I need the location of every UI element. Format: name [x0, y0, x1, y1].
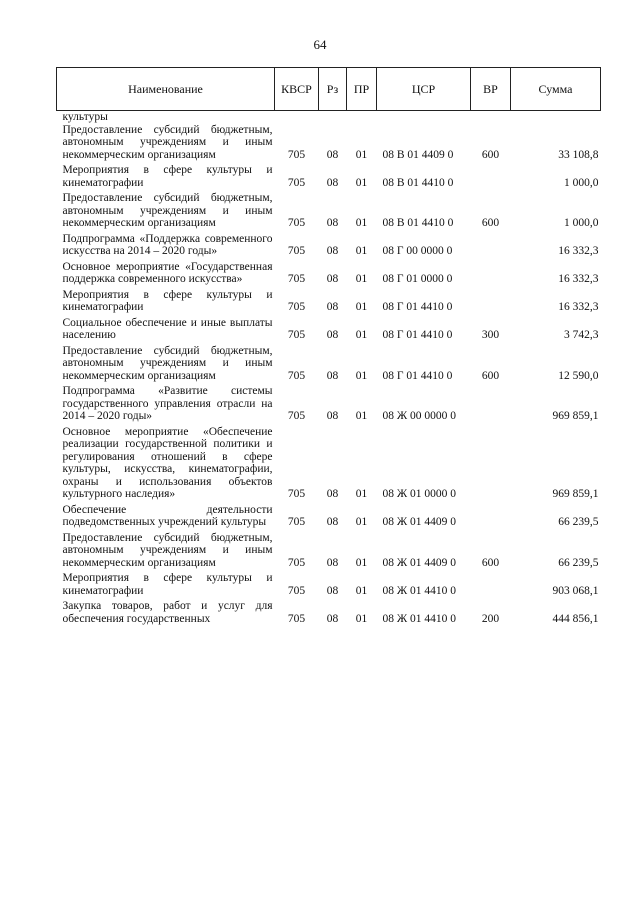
cell-name: Предоставление субсидий бюджетным, автономным учреждениям и иным некоммерческим организациям [62, 123, 273, 161]
cell-csr [377, 111, 471, 124]
cell-kvsr: 705 [287, 176, 306, 189]
cell-name: Мероприятия в сфере культуры и кинематографии [62, 288, 273, 313]
cell-rz: 08 [326, 217, 339, 229]
cell-name: Основное мероприятие «Обеспечение реализации государственной политики и регулирования отношений в сфере культуры, искусства, кинематографии, охраны и использования объектов культурного наследия» [62, 425, 273, 500]
cell-pr: 01 [355, 488, 368, 500]
cell-pr: 01 [355, 584, 368, 597]
cell-rz [319, 111, 347, 124]
cell-vr: 600 [481, 369, 500, 382]
cell-pr: 01 [355, 301, 368, 313]
cell-kvsr: 705 [287, 584, 306, 597]
header-name: Наименование [57, 68, 275, 111]
table-row [57, 385, 601, 426]
table-body [57, 111, 601, 629]
cell-rz: 08 [326, 488, 339, 500]
cell-vr [471, 233, 511, 261]
cell-name: Мероприятия в сфере культуры и кинематографии [62, 164, 273, 189]
cell-csr: 08 Г 01 4410 0 [382, 329, 453, 341]
cell-pr: 01 [355, 516, 368, 528]
cell-name: Мероприятия в сфере культуры и кинематографии [62, 572, 273, 597]
cell-csr: 08 В 01 4410 0 [382, 217, 454, 229]
cell-kvsr: 705 [287, 612, 306, 625]
cell-pr: 01 [355, 612, 368, 625]
cell-sum: 66 239,5 [558, 516, 599, 528]
cell-rz: 08 [326, 273, 339, 285]
cell-kvsr: 705 [287, 329, 306, 341]
cell-name: Основное мероприятие «Государственная поддержка современного искусства» [62, 260, 273, 285]
cell-vr [471, 385, 511, 426]
cell-kvsr [275, 111, 319, 124]
cell-csr: 08 Г 01 0000 0 [382, 273, 453, 285]
table-row [57, 532, 601, 573]
cell-name: Предоставление субсидий бюджетным, автономным учреждениям и иным некоммерческим организациям [62, 192, 273, 229]
cell-sum [511, 111, 601, 124]
cell-name: Подпрограмма «Поддержка современного искусства на 2014 – 2020 годы» [62, 232, 273, 257]
cell-csr: 08 Ж 01 4410 0 [382, 612, 457, 625]
header-pr: ПР [347, 68, 377, 111]
cell-sum: 969 859,1 [552, 488, 599, 500]
cell-vr: 200 [481, 612, 500, 625]
header-csr: ЦСР [377, 68, 471, 111]
cell-pr: 01 [355, 148, 368, 161]
cell-kvsr: 705 [287, 516, 306, 528]
cell-csr: 08 Ж 01 4409 0 [382, 516, 457, 528]
cell-kvsr: 705 [287, 273, 306, 285]
cell-csr: 08 Г 00 0000 0 [382, 245, 453, 257]
table-row [57, 111, 601, 124]
table-row [57, 317, 601, 345]
table-row [57, 600, 601, 628]
cell-vr [471, 261, 511, 289]
cell-rz: 08 [326, 516, 339, 528]
table-row [57, 261, 601, 289]
cell-sum: 1 000,0 [564, 176, 599, 189]
table-row [57, 572, 601, 600]
table-row [57, 192, 601, 233]
cell-kvsr: 705 [287, 217, 306, 229]
cell-kvsr: 705 [287, 369, 306, 382]
cell-sum: 16 332,3 [558, 301, 599, 313]
cell-name: Социальное обеспечение и иные выплаты населению [62, 316, 273, 341]
cell-csr: 08 Ж 01 4409 0 [382, 556, 457, 569]
cell-name: культуры [62, 111, 108, 123]
cell-vr [471, 572, 511, 600]
cell-vr: 600 [481, 148, 500, 161]
cell-sum: 969 859,1 [552, 410, 599, 422]
cell-vr [471, 289, 511, 317]
cell-vr [471, 426, 511, 504]
cell-pr: 01 [355, 273, 368, 285]
cell-sum: 903 068,1 [552, 584, 599, 597]
table-row [57, 345, 601, 386]
cell-rz: 08 [326, 612, 339, 625]
cell-pr [347, 111, 377, 124]
cell-sum: 1 000,0 [564, 217, 599, 229]
header-sum: Сумма [511, 68, 601, 111]
header-rz: Рз [319, 68, 347, 111]
cell-sum: 3 742,3 [564, 329, 599, 341]
cell-sum: 33 108,8 [558, 148, 599, 161]
table-row [57, 289, 601, 317]
cell-vr [471, 111, 511, 124]
cell-vr [471, 504, 511, 532]
cell-rz: 08 [326, 301, 339, 313]
cell-name: Подпрограмма «Развитие системы государственного управления отрасли на 2014 – 2020 годы» [62, 385, 273, 422]
table-row [57, 124, 601, 165]
header-vr: ВР [471, 68, 511, 111]
cell-pr: 01 [355, 245, 368, 257]
cell-pr: 01 [355, 176, 368, 189]
cell-vr: 300 [481, 329, 500, 341]
cell-kvsr: 705 [287, 556, 306, 569]
table-row [57, 426, 601, 504]
cell-kvsr: 705 [287, 488, 306, 500]
cell-pr: 01 [355, 369, 368, 382]
cell-name: Предоставление субсидий бюджетным, автономным учреждениям и иным некоммерческим организациям [62, 531, 273, 569]
cell-pr: 01 [355, 217, 368, 229]
cell-rz: 08 [326, 329, 339, 341]
cell-name: Предоставление субсидий бюджетным, автономным учреждениям и иным некоммерческим организациям [62, 344, 273, 382]
cell-rz: 08 [326, 245, 339, 257]
cell-kvsr: 705 [287, 245, 306, 257]
header-kvsr: КВСР [275, 68, 319, 111]
cell-kvsr: 705 [287, 148, 306, 161]
cell-name: Обеспечение деятельности подведомственных учреждений культуры [62, 503, 273, 528]
cell-rz: 08 [326, 584, 339, 597]
cell-rz: 08 [326, 410, 339, 422]
cell-csr: 08 Ж 01 4410 0 [382, 584, 457, 597]
table-header [57, 68, 601, 111]
cell-csr: 08 Ж 01 0000 0 [382, 488, 457, 500]
cell-pr: 01 [355, 556, 368, 569]
cell-sum: 16 332,3 [558, 245, 599, 257]
cell-name: Закупка товаров, работ и услуг для обеспечения государственных [62, 600, 273, 625]
table-row [57, 164, 601, 192]
cell-vr: 600 [481, 217, 500, 229]
page-number: 64 [313, 37, 327, 52]
cell-vr: 600 [481, 556, 500, 569]
cell-vr [471, 164, 511, 192]
cell-sum: 444 856,1 [552, 612, 599, 625]
cell-csr: 08 Г 01 4410 0 [382, 369, 453, 382]
cell-csr: 08 Ж 00 0000 0 [382, 410, 457, 422]
budget-table [56, 67, 601, 628]
cell-csr: 08 В 01 4410 0 [382, 176, 454, 189]
cell-sum: 16 332,3 [558, 273, 599, 285]
cell-kvsr: 705 [287, 410, 306, 422]
cell-sum: 66 239,5 [558, 556, 599, 569]
cell-rz: 08 [326, 369, 339, 382]
table-row [57, 233, 601, 261]
cell-rz: 08 [326, 556, 339, 569]
cell-pr: 01 [355, 410, 368, 422]
cell-csr: 08 В 01 4409 0 [382, 148, 454, 161]
table-row [57, 504, 601, 532]
cell-pr: 01 [355, 329, 368, 341]
cell-rz: 08 [326, 176, 339, 189]
cell-kvsr: 705 [287, 301, 306, 313]
cell-rz: 08 [326, 148, 339, 161]
cell-sum: 12 590,0 [558, 369, 599, 382]
cell-csr: 08 Г 01 4410 0 [382, 301, 453, 313]
